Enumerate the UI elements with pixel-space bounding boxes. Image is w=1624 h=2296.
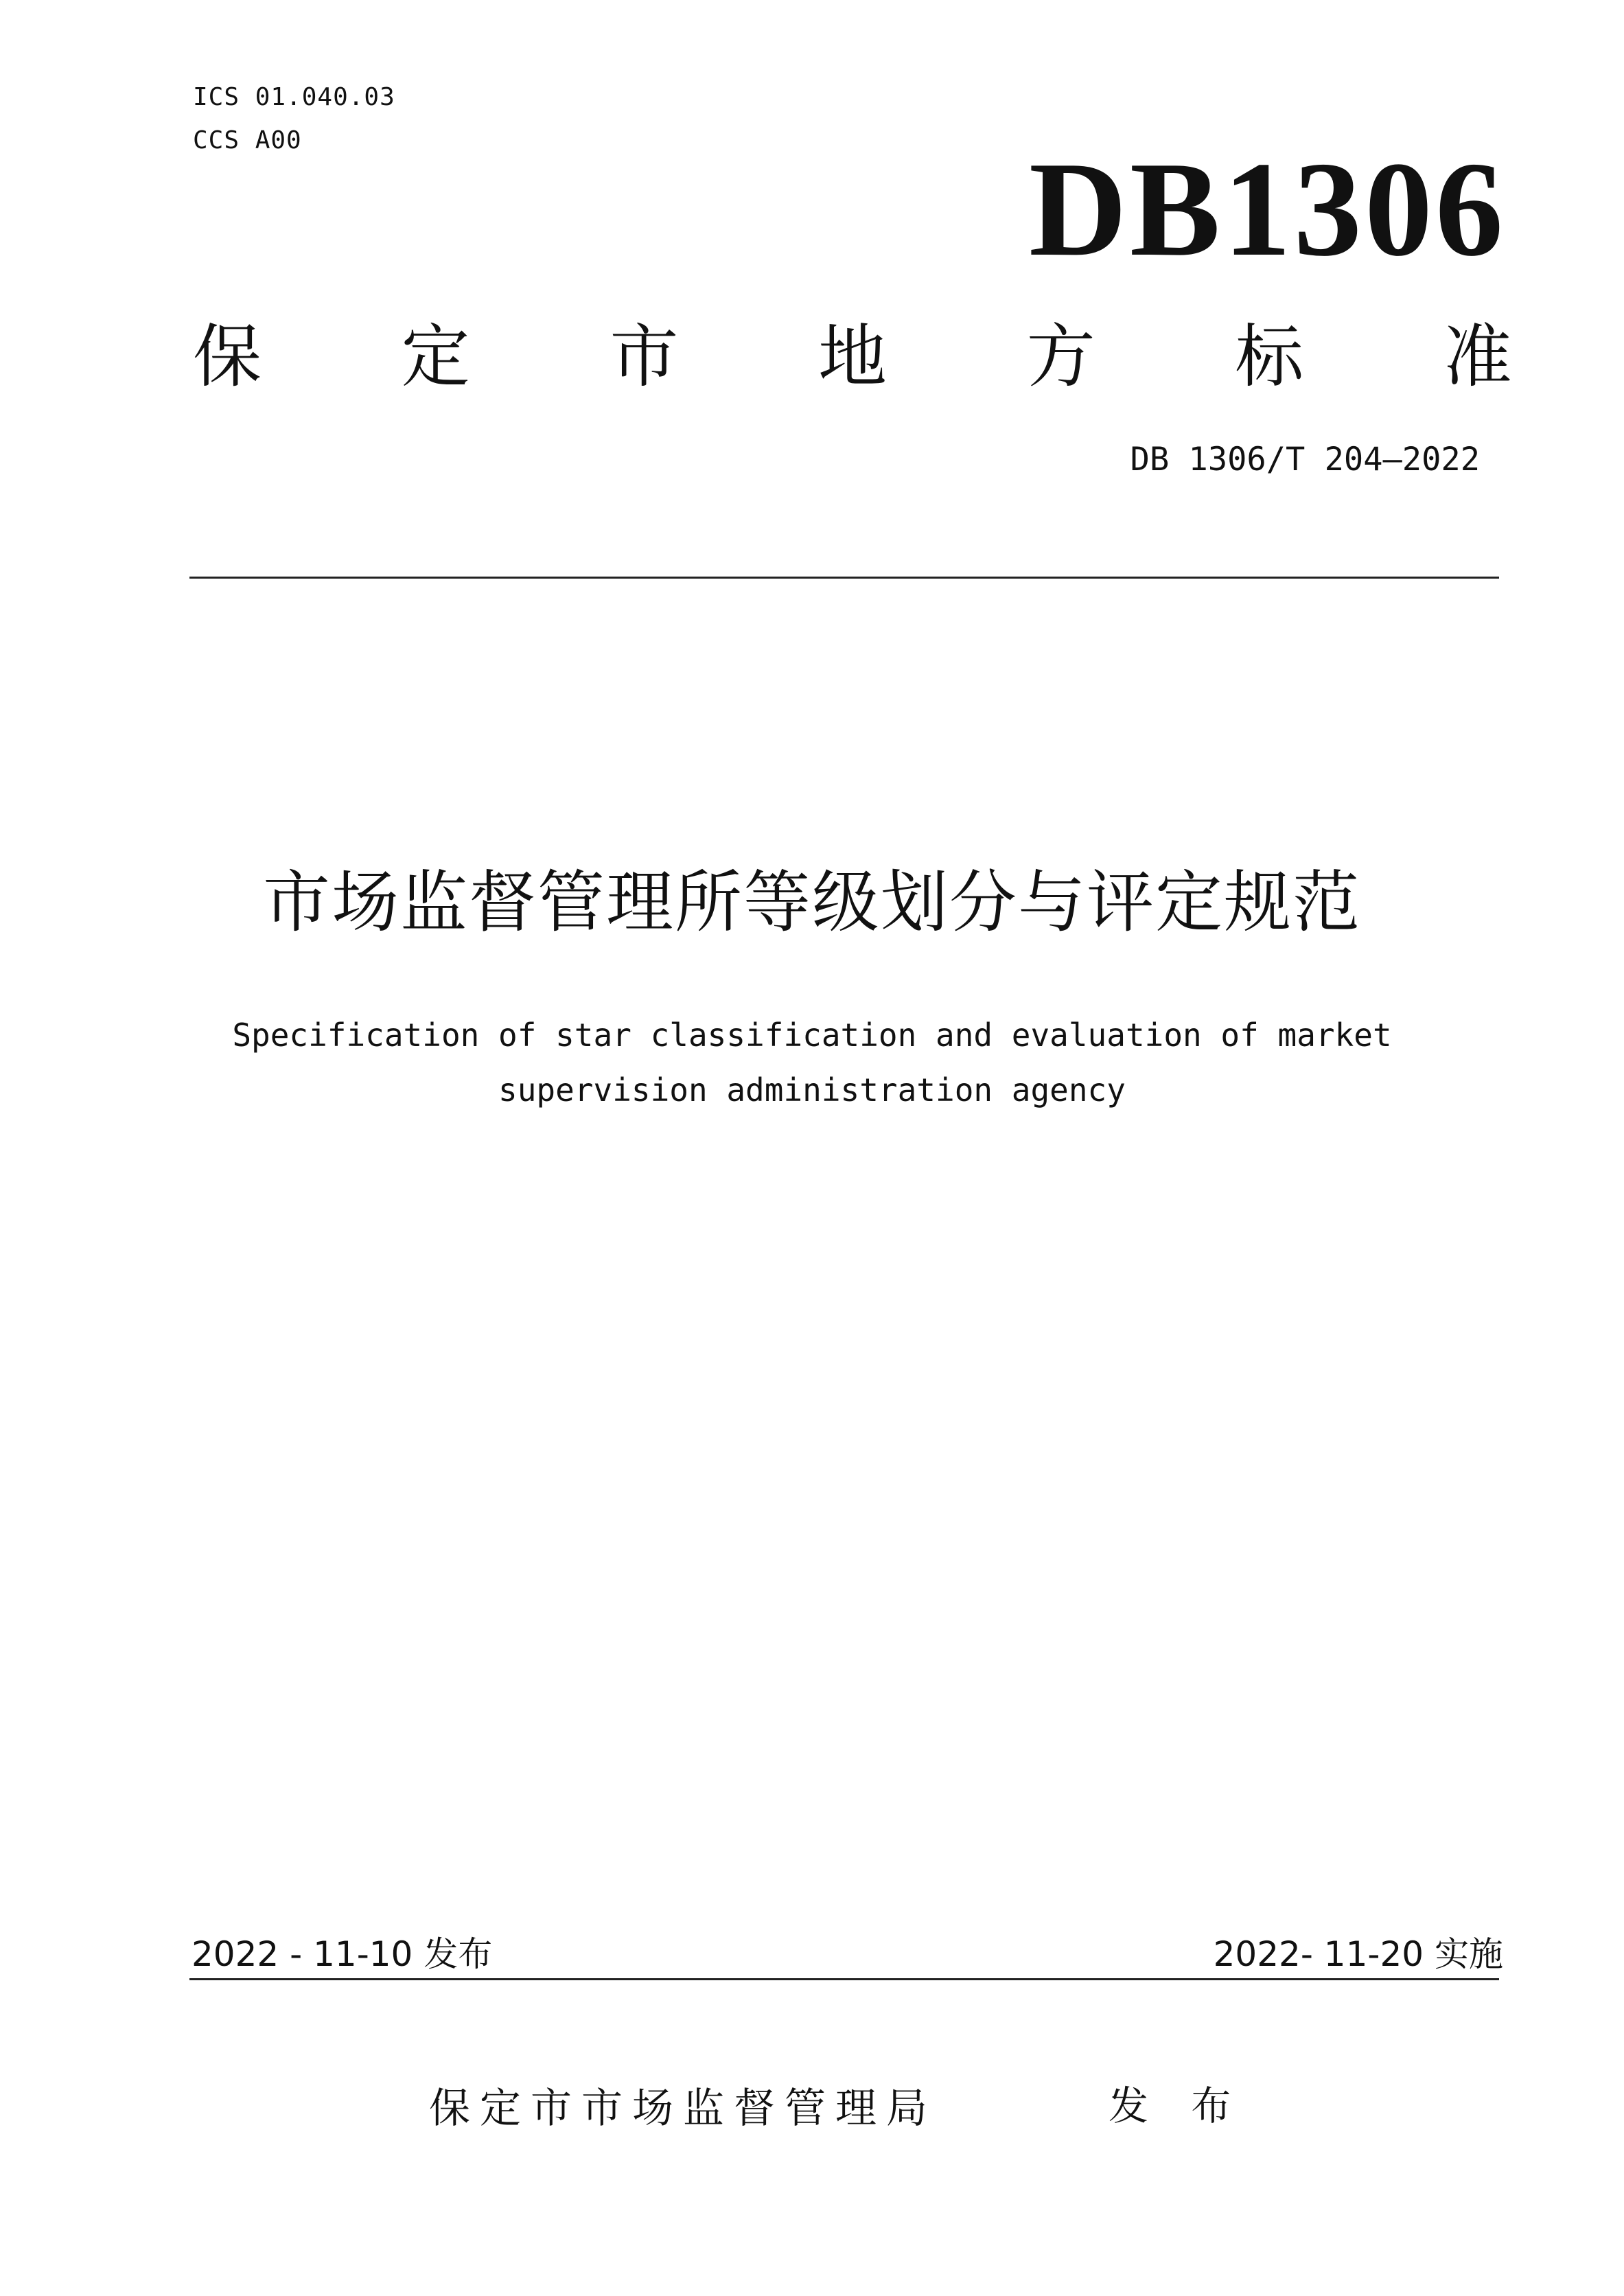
ccs-code: CCS A00 <box>193 126 302 154</box>
issuing-authority: 保定市市场监督管理局 <box>429 2085 937 2133</box>
english-title-line-2: supervision administration agency <box>498 1071 1126 1109</box>
publish-label: 发 布 <box>1109 2083 1246 2129</box>
standard-type-char: 定 <box>401 316 470 397</box>
ics-code: ICS 01.040.03 <box>193 83 395 111</box>
standard-type-char: 地 <box>817 316 887 397</box>
standard-type-heading <box>193 316 1512 398</box>
standard-type-char: 准 <box>1443 316 1512 397</box>
header-divider <box>189 577 1499 579</box>
standard-type-char: 市 <box>610 316 679 397</box>
implementation-date: 2022- 11-20 实施 <box>1213 1934 1503 1974</box>
standard-type-char: 标 <box>1235 316 1304 397</box>
english-title-line-1: Specification of star classification and evaluation of market <box>232 1017 1392 1054</box>
standard-logo: DB1306 <box>1028 134 1506 284</box>
issue-date: 2022 - 11-10 发布 <box>192 1934 493 1974</box>
standard-number: DB 1306/T 204—2022 <box>1130 441 1480 478</box>
document-title-chinese: 市场监督管理所等级划分与评定规范 <box>262 863 1361 942</box>
footer-divider <box>189 1978 1499 1980</box>
standard-type-char: 方 <box>1026 316 1095 397</box>
document-title-english <box>0 1008 1624 1117</box>
standard-type-char: 保 <box>193 316 262 397</box>
